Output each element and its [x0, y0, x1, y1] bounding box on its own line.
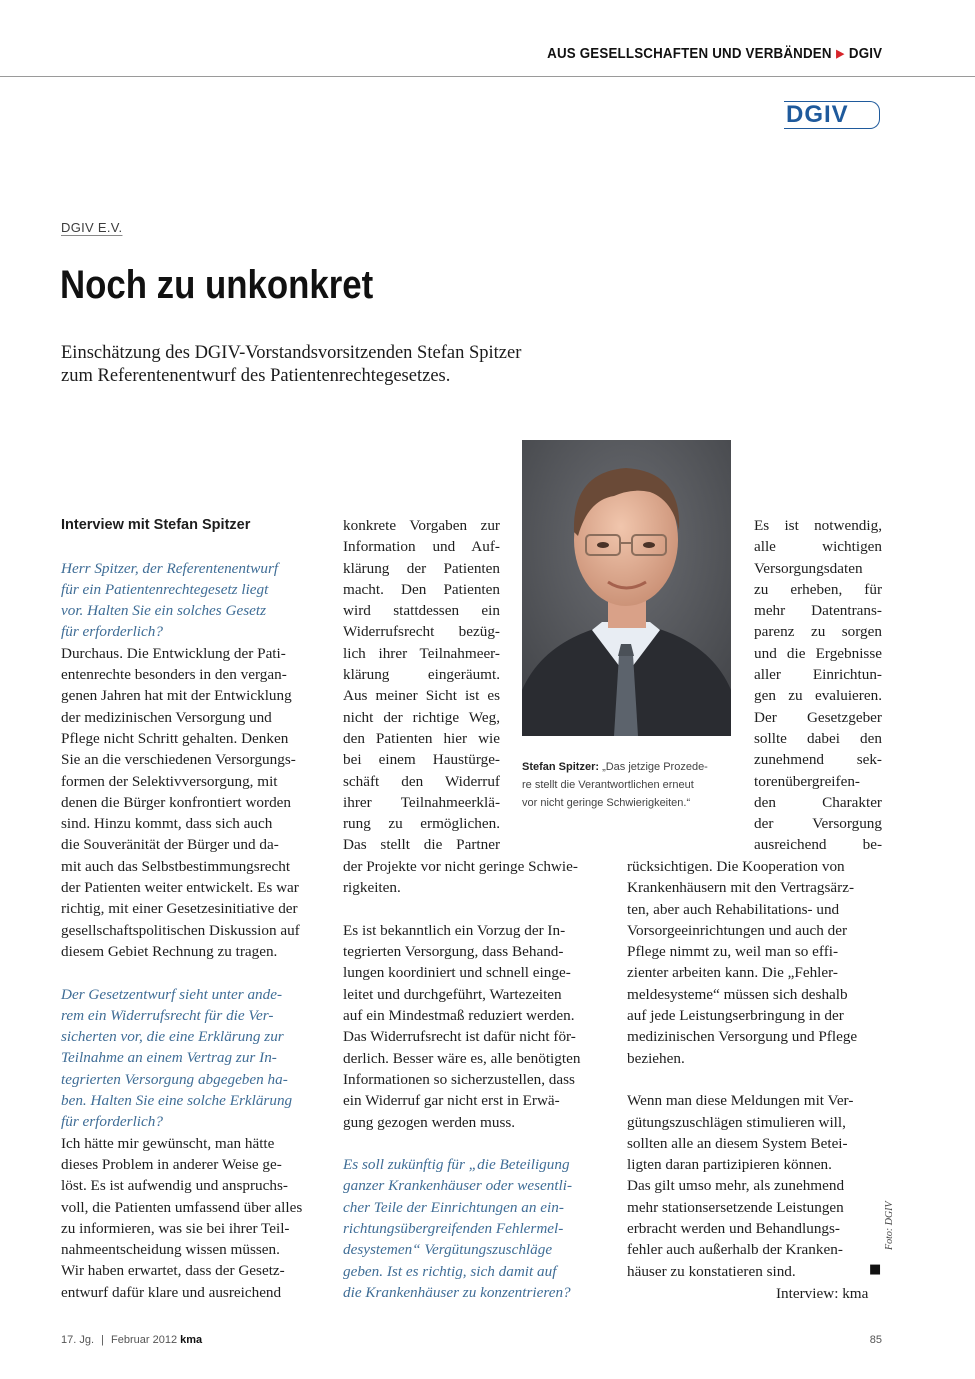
- body-line: gütungszuschlägen stimulieren will,: [627, 1113, 846, 1131]
- body-line: Es ist notwendig,: [754, 517, 882, 534]
- end-mark: ■: [869, 1262, 882, 1277]
- logo-text: DGIV: [786, 101, 849, 128]
- body-line: Der Gesetzgeber: [754, 708, 882, 726]
- question-line: die Krankenhäuser zu konzentrieren?: [343, 1283, 571, 1301]
- lead-line: Einschätzung des DGIV-Vorstandsvorsitzenden Stefan Spitzer: [61, 343, 522, 363]
- body-line: denen die Bürger konfrontiert worden: [61, 793, 291, 811]
- column-3-upper: [754, 515, 882, 856]
- question-line: Der Gesetzentwurf sieht unter ande-: [61, 985, 283, 1003]
- question-line: für ein Patientenrechtegesetz liegt: [61, 580, 269, 598]
- body-line: alle wichtigen: [754, 538, 882, 556]
- body-line: richtig, mit einer Gesetzesinitiative der: [61, 900, 298, 918]
- question-line: desystemen“ Vergütungszuschläge: [343, 1241, 553, 1259]
- body-line: meldesysteme“ müssen sich deshalb: [627, 985, 848, 1003]
- body-line: rücksichtigen. Die Kooperation von: [627, 858, 845, 875]
- question-line: ben. Halten Sie eine solche Erklärung: [61, 1092, 293, 1110]
- body-line: den Charakter: [754, 793, 882, 811]
- column-1: [61, 515, 316, 1303]
- kicker: DGIV E.V.: [61, 220, 123, 235]
- question-line: tegrierten Versorgung abgegeben ha-: [61, 1070, 288, 1088]
- body-line: auf ein Mindestmaß reduziert werden.: [343, 1007, 575, 1025]
- body-line: der Versorgung: [754, 815, 882, 833]
- page-number: 85: [869, 1334, 882, 1346]
- body-line: löst. Es ist aufwendig und anspruchs-: [61, 1177, 288, 1195]
- body-line: häuser zu konstatieren sind.: [627, 1262, 796, 1280]
- body-line: zienter arbeiten kann. Die „Fehler-: [627, 964, 838, 982]
- body-line: und die Ergebnisse: [754, 644, 882, 662]
- body-line: entenrechte besonders in den vergan-: [61, 666, 287, 684]
- question-line: sicherten vor, die eine Erklärung zur: [61, 1028, 284, 1046]
- caption-text: re stellt die Verantwortlichen erneut: [522, 779, 694, 791]
- body-line: macht. Den Patienten: [343, 580, 500, 598]
- paragraph-gap: [343, 899, 601, 920]
- column-2-lower: [343, 856, 601, 1303]
- footer-left: [61, 1334, 202, 1346]
- body-line: parenz zu sorgen: [754, 623, 882, 641]
- body-line: lich ihrer Teilnahmeer-: [343, 644, 500, 662]
- footer-volume: 17. Jg.: [61, 1334, 95, 1346]
- question-line: Herr Spitzer, der Referentenentwurf: [61, 559, 279, 577]
- body-line: die Souveränität der Bürger und da-: [61, 836, 279, 854]
- paragraph-gap: [343, 1133, 601, 1154]
- question-line: für erforderlich?: [61, 1113, 163, 1131]
- body-line: Pflege nimmt zu, weil man so effi-: [627, 943, 839, 961]
- body-line: Das stellt die Partner: [343, 836, 500, 854]
- body-line: tegrierten Versorgung, dass Behand-: [343, 943, 564, 961]
- body-line: klärung eingeräumt.: [343, 666, 500, 684]
- body-line: Information und Auf-: [343, 538, 500, 556]
- article-title: Noch zu unkonkret: [60, 263, 374, 307]
- body-line: lungen koordiniert und schnell einge-: [343, 964, 571, 982]
- body-line: Krankenhäusern mit den Vertragsärz-: [627, 879, 855, 897]
- body-line: torenübergreifen-: [754, 772, 860, 790]
- body-line: gung gezogen werden muss.: [343, 1113, 516, 1131]
- body-line: mehr Datentrans-: [754, 602, 882, 620]
- body-line: diesem Gebiet Rechnung zu tragen.: [61, 942, 278, 960]
- body-line: Vorsorgeeinrichtungen und auch der: [627, 921, 848, 939]
- question-line: cher Teile der Einrichtungen an ein-: [343, 1198, 564, 1216]
- header-divider: [0, 76, 975, 77]
- portrait-photo: [522, 440, 731, 736]
- column-3-lower: [627, 856, 883, 1282]
- paragraph-gap: [61, 536, 316, 557]
- body-line: Ich hätte mir gewünscht, man hätte: [61, 1134, 275, 1152]
- body-line: bei einem Haustürge-: [343, 751, 500, 769]
- paragraph-gap: [61, 962, 316, 983]
- body-line: ligten daran partizipieren können.: [627, 1156, 832, 1174]
- body-line: sind. Hinzu kommt, dass sich auch: [61, 815, 273, 833]
- photo-credit: Foto: DGIV: [884, 1201, 895, 1250]
- body-line: sollte dabei den: [754, 729, 882, 747]
- body-line: Sie an die verschiedenen Versorgungs-: [61, 751, 296, 769]
- body-line: Durchaus. Die Entwicklung der Pati-: [61, 644, 286, 662]
- body-line: ten, aber auch Rehabilitations- und: [627, 900, 840, 918]
- body-line: wird stattdessen ein: [343, 602, 500, 620]
- body-line: zunehmend sek-: [754, 751, 882, 769]
- body-line: sollten alle an diesem System Betei-: [627, 1134, 848, 1152]
- article-lead: [61, 342, 621, 388]
- body-line: mehr stationsersetzende Leistungen: [627, 1198, 844, 1216]
- column-2-upper: [343, 515, 500, 856]
- body-line: Wenn man diese Meldungen mit Ver-: [627, 1092, 854, 1110]
- body-line: gesellschaftspolitischen Diskussion auf: [61, 921, 300, 939]
- body-line: der Projekte vor nicht geringe Schwie-: [343, 858, 578, 875]
- body-line: Das gilt umso mehr, als zunehmend: [627, 1177, 845, 1195]
- body-line: nicht der richtige Weg,: [343, 708, 500, 726]
- question-line: Teilnahme an einem Vertrag zur In-: [61, 1049, 277, 1067]
- body-line: der medizinischen Versorgung und: [61, 708, 272, 726]
- question-line: für erforderlich?: [61, 623, 163, 641]
- question-line: Es soll zukünftig für „die Beteiligung: [343, 1156, 570, 1174]
- dgiv-logo: [784, 101, 880, 129]
- body-line: schäft den Widerruf: [343, 772, 500, 790]
- body-line: Aus meiner Sicht ist es: [343, 687, 500, 705]
- body-line: genen Jahren hat mit der Entwicklung: [61, 687, 292, 705]
- magazine-logo: kma: [180, 1334, 203, 1346]
- body-line: Pflege nicht Schritt gehalten. Denken: [61, 729, 289, 747]
- running-head: [547, 46, 882, 62]
- body-line: klärung der Patienten: [343, 559, 500, 577]
- body-line: mit auch das Selbstbestimmungsrecht: [61, 857, 291, 875]
- body-line: erbracht werden und Behandlungs-: [627, 1220, 840, 1238]
- body-line: rung zu ermöglichen.: [343, 815, 500, 833]
- footer-separator: |: [101, 1334, 104, 1346]
- body-line: gen zu evaluieren.: [754, 687, 882, 705]
- body-line: ausreichend be-: [754, 836, 882, 854]
- sign-off: Interview: kma: [776, 1285, 869, 1302]
- caption-text: „Das jetzige Prozede-: [602, 761, 708, 773]
- arrow-right-icon: ▶: [836, 48, 845, 60]
- body-line: nahmeentscheidung wissen müssen.: [61, 1241, 280, 1259]
- body-line: Versorgungsdaten: [754, 559, 863, 577]
- question-line: rem ein Widerrufsrecht für die Ver-: [61, 1006, 274, 1024]
- body-line: derlich. Besser wäre es, alle benötigten: [343, 1049, 581, 1067]
- body-line: aller Einrichtun-: [754, 666, 882, 684]
- body-line: zu informieren, was sie bei ihrer Teil-: [61, 1219, 290, 1237]
- body-line: Informationen so sicherzustellen, dass: [343, 1070, 575, 1088]
- body-line: voll, die Patienten umfassend über alles: [61, 1198, 303, 1216]
- body-line: entwurf dafür klare und ausreichend: [61, 1283, 282, 1301]
- footer-date: Februar 2012: [111, 1334, 178, 1346]
- paragraph-gap: [627, 1069, 883, 1090]
- section-label: AUS GESELLSCHAFTEN UND VERBÄNDEN: [546, 46, 832, 62]
- body-line: ihrer Teilnahmeerklä-: [343, 793, 500, 811]
- question-line: vor. Halten Sie ein solches Gesetz: [61, 602, 266, 620]
- body-line: Das Widerrufsrecht ist dafür nicht för-: [343, 1028, 576, 1046]
- body-line: beziehen.: [627, 1049, 685, 1067]
- interview-heading: Interview mit Stefan Spitzer: [61, 517, 251, 533]
- body-line: Es ist bekanntlich ein Vorzug der In-: [343, 921, 566, 939]
- lead-line: zum Referentenentwurf des Patientenrechtegesetzes.: [61, 366, 451, 386]
- body-line: dieses Problem in anderer Weise ge-: [61, 1155, 282, 1173]
- body-line: ein Widerruf gar nicht erst in Erwä-: [343, 1092, 560, 1110]
- body-line: rigkeiten.: [343, 879, 401, 897]
- body-line: Wir haben erwartet, dass der Gesetz-: [61, 1262, 285, 1280]
- body-line: fehler auch außerhalb der Kranken-: [627, 1241, 843, 1259]
- body-line: der Patienten weiter entwickelt. Es war: [61, 879, 299, 897]
- photo-caption: [522, 758, 737, 812]
- body-line: zu erheben, für: [754, 580, 882, 598]
- org-label: DGIV: [848, 46, 882, 62]
- body-line: den Patienten hier wie: [343, 729, 500, 747]
- caption-name: Stefan Spitzer:: [522, 761, 600, 773]
- question-line: geben. Ist es richtig, sich damit auf: [343, 1262, 557, 1280]
- caption-text: vor nicht geringe Schwierigkeiten.“: [522, 797, 691, 809]
- question-line: richtungsübergreifenden Fehlermel-: [343, 1220, 564, 1238]
- body-line: auf jede Leistungserbringung in der: [627, 1007, 844, 1025]
- body-line: Widerrufsrecht bezüg-: [343, 623, 500, 641]
- body-line: medizinischen Versorgung und Pflege: [627, 1028, 858, 1046]
- body-line: konkrete Vorgaben zur: [343, 517, 500, 534]
- question-line: ganzer Krankenhäuser oder wesentli-: [343, 1177, 573, 1195]
- body-line: leitet und durchgeführt, Wartezeiten: [343, 985, 562, 1003]
- body-line: formen der Selektivversorgung, mit: [61, 772, 278, 790]
